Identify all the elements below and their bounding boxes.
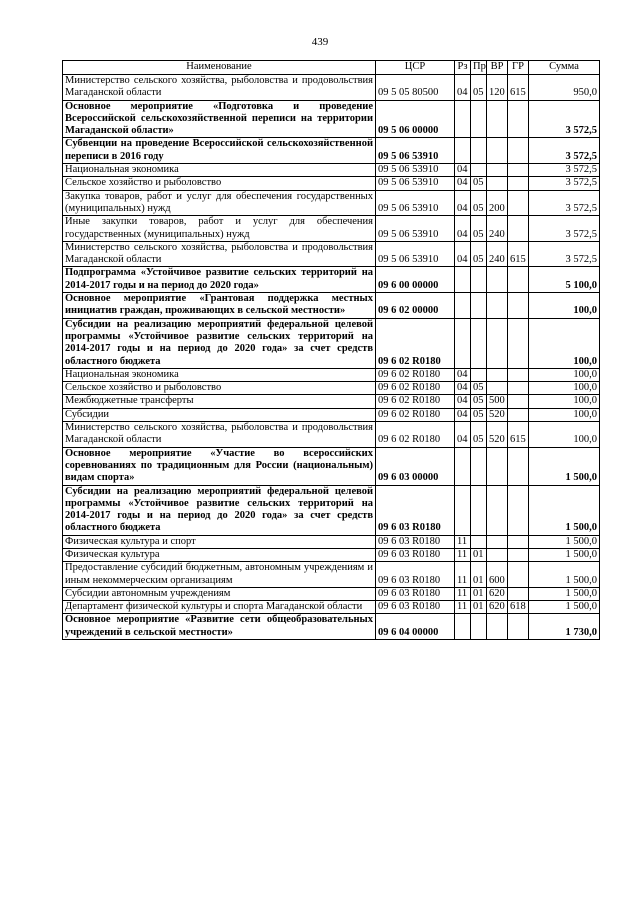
row-pr: 05 [471,177,487,190]
table-row [63,368,600,381]
row-pr [471,164,487,177]
row-pr: 05 [471,75,487,101]
row-vr: 240 [487,241,508,267]
row-csr: 09 5 06 53910 [376,241,455,267]
row-rz [455,318,471,368]
row-gr [508,587,529,600]
row-csr: 09 6 03 R0180 [376,535,455,548]
row-sum: 3 572,5 [529,100,600,138]
row-vr [487,267,508,293]
row-rz: 04 [455,241,471,267]
row-vr: 200 [487,190,508,216]
row-name: Физическая культура и спорт [63,535,376,548]
row-gr [508,318,529,368]
row-rz [455,614,471,640]
row-csr: 09 6 02 R0180 [376,382,455,395]
row-pr [471,368,487,381]
row-gr [508,382,529,395]
row-csr: 09 6 03 R0180 [376,587,455,600]
row-vr [487,177,508,190]
table-row [63,601,600,614]
table-row [63,422,600,448]
row-sum: 100,0 [529,318,600,368]
row-gr: 615 [508,241,529,267]
row-rz: 04 [455,408,471,421]
table-row [63,138,600,164]
row-rz: 11 [455,535,471,548]
row-sum: 100,0 [529,293,600,319]
row-pr: 01 [471,601,487,614]
table-row [63,164,600,177]
row-pr [471,138,487,164]
row-vr: 240 [487,216,508,242]
row-csr: 09 6 03 R0180 [376,562,455,588]
row-name: Предоставление субсидий бюджетным, автономным учреждениям и иным некоммерческим организациям [63,562,376,588]
table-row [63,614,600,640]
table-row [63,177,600,190]
row-sum: 1 500,0 [529,548,600,561]
row-csr: 09 6 04 00000 [376,614,455,640]
row-rz: 04 [455,395,471,408]
row-gr [508,368,529,381]
header-csr: ЦСР [376,61,455,75]
row-sum: 5 100,0 [529,267,600,293]
row-pr [471,535,487,548]
row-gr [508,267,529,293]
row-name: Основное мероприятие «Грантовая поддержка местных инициатив граждан, проживающих в сельской местности» [63,293,376,319]
row-sum: 100,0 [529,368,600,381]
header-sum: Сумма [529,61,600,75]
row-csr: 09 5 06 53910 [376,177,455,190]
row-name: Сельское хозяйство и рыболовство [63,177,376,190]
row-gr: 615 [508,422,529,448]
row-pr: 05 [471,216,487,242]
row-sum: 100,0 [529,408,600,421]
row-name: Министерство сельского хозяйства, рыболовства и продовольствия Магаданской области [63,241,376,267]
row-csr: 09 6 02 00000 [376,293,455,319]
row-name: Национальная экономика [63,368,376,381]
row-pr [471,485,487,535]
row-sum: 1 500,0 [529,485,600,535]
row-gr [508,535,529,548]
row-pr: 01 [471,587,487,600]
row-sum: 3 572,5 [529,216,600,242]
row-pr: 05 [471,395,487,408]
row-pr: 01 [471,562,487,588]
row-pr [471,447,487,485]
row-sum: 3 572,5 [529,241,600,267]
row-gr: 618 [508,601,529,614]
row-csr: 09 6 02 R0180 [376,395,455,408]
row-gr [508,614,529,640]
row-rz [455,100,471,138]
row-rz: 04 [455,164,471,177]
row-vr: 620 [487,601,508,614]
row-name: Субвенции на проведение Всероссийской сельскохозяйственной переписи в 2016 году [63,138,376,164]
row-gr [508,408,529,421]
row-csr: 09 6 02 R0180 [376,368,455,381]
row-sum: 100,0 [529,382,600,395]
row-csr: 09 6 02 R0180 [376,318,455,368]
row-vr [487,447,508,485]
row-csr: 09 6 03 00000 [376,447,455,485]
table-row [63,382,600,395]
table-body [63,75,600,640]
table-row [63,535,600,548]
row-sum: 1 500,0 [529,535,600,548]
header-pr: Пр [471,61,487,75]
row-name: Закупка товаров, работ и услуг для обеспечения государственных (муниципальных) нужд [63,190,376,216]
row-pr [471,293,487,319]
row-rz [455,447,471,485]
table-row [63,293,600,319]
table-row [63,216,600,242]
row-vr: 500 [487,395,508,408]
row-sum: 3 572,5 [529,190,600,216]
row-name: Департамент физической культуры и спорта Магаданской области [63,601,376,614]
table-header-row [63,61,600,75]
row-pr: 01 [471,548,487,561]
row-csr: 09 5 06 00000 [376,100,455,138]
row-name: Национальная экономика [63,164,376,177]
table-row [63,447,600,485]
row-name: Основное мероприятие «Подготовка и проведение Всероссийской сельскохозяйственной переписи на территории Магаданской области» [63,100,376,138]
row-sum: 3 572,5 [529,138,600,164]
row-vr [487,382,508,395]
budget-table [62,60,600,640]
row-name: Подпрограмма «Устойчивое развитие сельских территорий на 2014-2017 годы и на период до 2020 года» [63,267,376,293]
row-csr: 09 5 06 53910 [376,138,455,164]
row-pr: 05 [471,408,487,421]
table-row [63,267,600,293]
header-gr: ГР [508,61,529,75]
row-pr: 05 [471,382,487,395]
row-gr [508,190,529,216]
row-sum: 3 572,5 [529,164,600,177]
row-vr [487,368,508,381]
row-rz: 11 [455,601,471,614]
row-rz: 04 [455,75,471,101]
row-sum: 3 572,5 [529,177,600,190]
header-name: Наименование [63,61,376,75]
row-gr [508,138,529,164]
row-vr: 620 [487,587,508,600]
row-name: Основное мероприятие «Развитие сети общеобразовательных учреждений в сельской местности» [63,614,376,640]
row-name: Субсидии автономным учреждениям [63,587,376,600]
row-sum: 1 500,0 [529,601,600,614]
row-name: Иные закупки товаров, работ и услуг для обеспечения государственных (муниципальных) нужд [63,216,376,242]
row-pr [471,100,487,138]
row-gr [508,447,529,485]
row-name: Министерство сельского хозяйства, рыболовства и продовольствия Магаданской области [63,422,376,448]
row-sum: 100,0 [529,395,600,408]
row-rz: 04 [455,177,471,190]
row-rz: 11 [455,562,471,588]
row-rz [455,138,471,164]
row-gr [508,177,529,190]
row-rz [455,293,471,319]
table-row [63,587,600,600]
row-name: Субсидии на реализацию мероприятий федеральной целевой программы «Устойчивое развитие сельских территорий на 2014-2017 годы и на период до 2020 года» за счет средств областного бюджета [63,318,376,368]
row-gr [508,562,529,588]
row-csr: 09 6 03 R0180 [376,485,455,535]
row-rz [455,267,471,293]
row-csr: 09 6 00 00000 [376,267,455,293]
row-csr: 09 5 06 53910 [376,190,455,216]
row-gr [508,293,529,319]
row-rz [455,485,471,535]
row-name: Субсидии на реализацию мероприятий федеральной целевой программы «Устойчивое развитие сельских территорий на 2014-2017 годы и на период до 2020 года» за счет средств областного бюджета [63,485,376,535]
row-rz: 04 [455,368,471,381]
row-gr: 615 [508,75,529,101]
row-pr: 05 [471,422,487,448]
row-pr [471,267,487,293]
row-gr [508,395,529,408]
row-sum: 1 730,0 [529,614,600,640]
header-vr: ВР [487,61,508,75]
row-pr: 05 [471,241,487,267]
row-rz: 11 [455,548,471,561]
row-vr [487,100,508,138]
row-vr [487,138,508,164]
table-row [63,75,600,101]
row-name: Министерство сельского хозяйства, рыболовства и продовольствия Магаданской области [63,75,376,101]
row-sum: 100,0 [529,422,600,448]
row-pr: 05 [471,190,487,216]
table-row [63,485,600,535]
table-row [63,548,600,561]
row-rz: 11 [455,587,471,600]
row-gr [508,548,529,561]
row-sum: 1 500,0 [529,562,600,588]
table-row [63,562,600,588]
row-pr [471,614,487,640]
row-name: Субсидии [63,408,376,421]
row-name: Основное мероприятие «Участие во всероссийских соревнованиях по традиционным для России (национальным) видам спорта» [63,447,376,485]
row-sum: 1 500,0 [529,447,600,485]
row-csr: 09 6 02 R0180 [376,408,455,421]
row-vr [487,485,508,535]
row-sum: 950,0 [529,75,600,101]
row-gr [508,100,529,138]
row-vr: 520 [487,408,508,421]
row-rz: 04 [455,382,471,395]
row-vr [487,548,508,561]
table-row [63,395,600,408]
table-row [63,190,600,216]
row-rz: 04 [455,216,471,242]
row-csr: 09 6 03 R0180 [376,601,455,614]
row-name: Физическая культура [63,548,376,561]
row-csr: 09 5 06 53910 [376,216,455,242]
row-vr [487,614,508,640]
row-vr: 120 [487,75,508,101]
row-vr [487,293,508,319]
page-number: 439 [311,36,329,48]
row-vr [487,164,508,177]
table-row [63,241,600,267]
table-row [63,318,600,368]
table-row [63,100,600,138]
row-csr: 09 5 05 80500 [376,75,455,101]
row-gr [508,485,529,535]
row-csr: 09 5 06 53910 [376,164,455,177]
row-name: Межбюджетные трансферты [63,395,376,408]
row-rz: 04 [455,190,471,216]
row-vr: 600 [487,562,508,588]
header-rz: Рз [455,61,471,75]
table-row [63,408,600,421]
row-sum: 1 500,0 [529,587,600,600]
row-csr: 09 6 02 R0180 [376,422,455,448]
row-vr [487,535,508,548]
row-pr [471,318,487,368]
row-csr: 09 6 03 R0180 [376,548,455,561]
row-vr: 520 [487,422,508,448]
row-gr [508,164,529,177]
row-rz: 04 [455,422,471,448]
row-name: Сельское хозяйство и рыболовство [63,382,376,395]
row-vr [487,318,508,368]
row-gr [508,216,529,242]
